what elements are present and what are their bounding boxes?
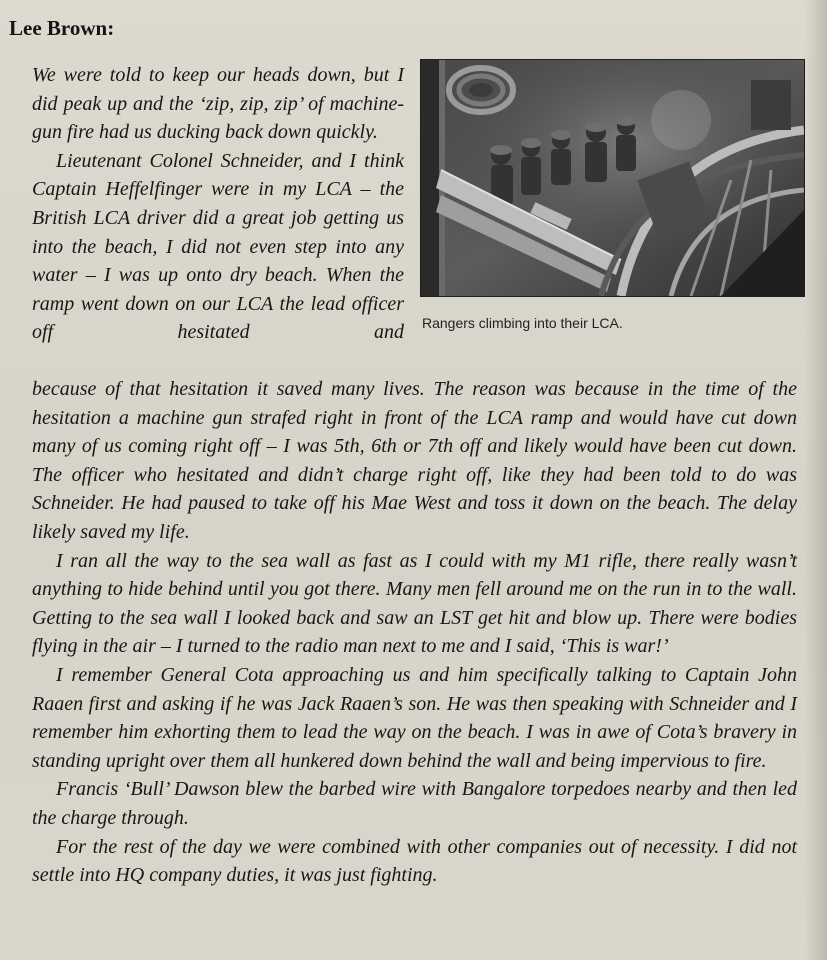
wide-text-column (32, 375, 797, 890)
photo-caption: Rangers climbing into their LCA. (422, 315, 623, 331)
paragraph-2-part-2: because of that hesitation it saved many lives. The reason was because in the time of the hesitation a machine gun strafed right in front of the LCA ramp and would have cut down many of us coming right off – I was 5th, 6th or 7th off and likely would have been cut down. The officer who hesitated and didn’t charge right off, like they had been told to do was Schneider. He had paused to take off his Mae West and toss it down on the beach. The delay likely saved my life. (32, 378, 797, 543)
paragraph-3: I ran all the way to the sea wall as fast as I could with my M1 rifle, there really wasn’t anything to hide behind until you got there. Many men fell around me on the run in to the wall. Getting to the sea wall I looked back and saw an LST get hit and blow up. There were bodies flying in the air – I turned to the radio man next to me and I said, ‘This is war!’ (32, 549, 797, 658)
page-edge-shadow (805, 0, 827, 960)
photograph (420, 59, 805, 297)
paragraph-6: For the rest of the day we were combined with other companies out of necessity. I did not settle into HQ company duties, it was just fighting. (32, 835, 797, 887)
narrow-text-column (32, 61, 404, 347)
rangers-photo-image (421, 60, 804, 296)
paragraph-5: Francis ‘Bull’ Dawson blew the barbed wire with Bangalore torpedoes nearby and then led the charge through. (32, 778, 797, 829)
section-heading: Lee Brown: (9, 16, 115, 40)
paragraph-1: We were told to keep our heads down, but I did peak up and the ‘zip, zip, zip’ of machine-gun fire had us ducking back down quickly. (32, 64, 404, 144)
paragraph-4: I remember General Cota approaching us and him specifically talking to Captain John Raaen first and asking if he was Jack Raaen’s son. He was then speaking with Schneider and I remember him exhorting them to lead the way on the beach. I was in awe of Cota’s bravery in standing upright over them all hunkered down behind the wall and being impervious to fire. (32, 663, 797, 772)
paragraph-2-part-1: Lieutenant Colonel Schneider, and I think Captain Heffelfinger were in my LCA – the British LCA driver did a great job getting us into the beach, I did not even step into any water – I was up onto dry beach. When the ramp went down on our LCA the lead officer off hesitated and (32, 149, 404, 344)
